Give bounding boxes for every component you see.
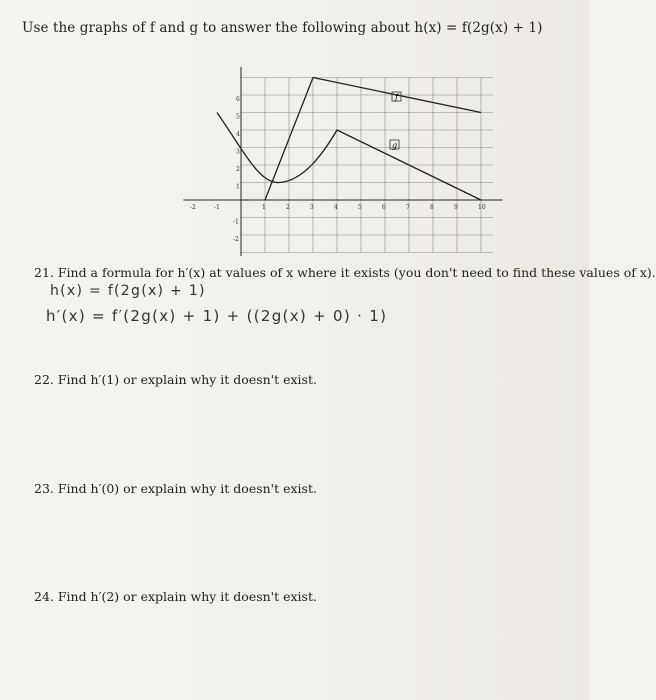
f-curve: [265, 78, 481, 201]
g-curve: [217, 113, 481, 201]
x-tick-label: 7: [406, 204, 410, 211]
y-tick-label: 6: [236, 96, 240, 103]
question-23: 23. Find h′(0) or explain why it doesn't exist.: [34, 481, 317, 496]
graph-of-f-and-g: [190, 50, 496, 250]
problem-header: Use the graphs of f and g to answer the following about h(x) = f(2g(x) + 1): [22, 20, 543, 36]
y-tick-label: -1: [233, 218, 239, 226]
y-tick-label: 2: [236, 166, 240, 173]
question-21: 21. Find a formula for h′(x) at values of x where it exists (you don't need to find these values of x).: [34, 265, 656, 280]
f-label: f: [395, 93, 398, 102]
x-tick-label: 8: [430, 204, 434, 211]
y-tick-label: 4: [236, 131, 240, 138]
x-tick-label: 1: [262, 204, 266, 211]
x-tick-label: -1: [214, 204, 220, 211]
x-tick-label: 2: [286, 204, 290, 211]
x-tick-label: 6: [382, 204, 386, 211]
handwritten-line-2: h′(x) = f′(2g(x) + 1) + ((2g(x) + 0) · 1): [46, 307, 388, 325]
question-22: 22. Find h′(1) or explain why it doesn't exist.: [34, 372, 317, 387]
question-24: 24. Find h′(2) or explain why it doesn't exist.: [34, 589, 317, 604]
y-tick-label: 1: [236, 183, 240, 191]
x-tick-label: 9: [454, 204, 458, 211]
graph-svg: [190, 50, 496, 250]
y-tick-label: 5: [236, 113, 240, 121]
g-label-box: [390, 140, 399, 150]
x-tick-label: 3: [310, 204, 314, 211]
handwritten-line-1: h(x) = f(2g(x) + 1): [50, 283, 206, 299]
x-tick-label: -2: [190, 204, 196, 211]
y-tick-label: -2: [233, 236, 239, 243]
f-label-box: [392, 92, 401, 102]
x-tick-label: 4: [334, 204, 338, 211]
x-tick-label: 5: [358, 204, 362, 211]
graph-axes: [183, 67, 502, 256]
g-label: g: [392, 141, 398, 150]
graph-ticks: [190, 96, 486, 243]
x-tick-label: 10: [478, 204, 486, 211]
y-tick-label: 3: [236, 148, 240, 156]
